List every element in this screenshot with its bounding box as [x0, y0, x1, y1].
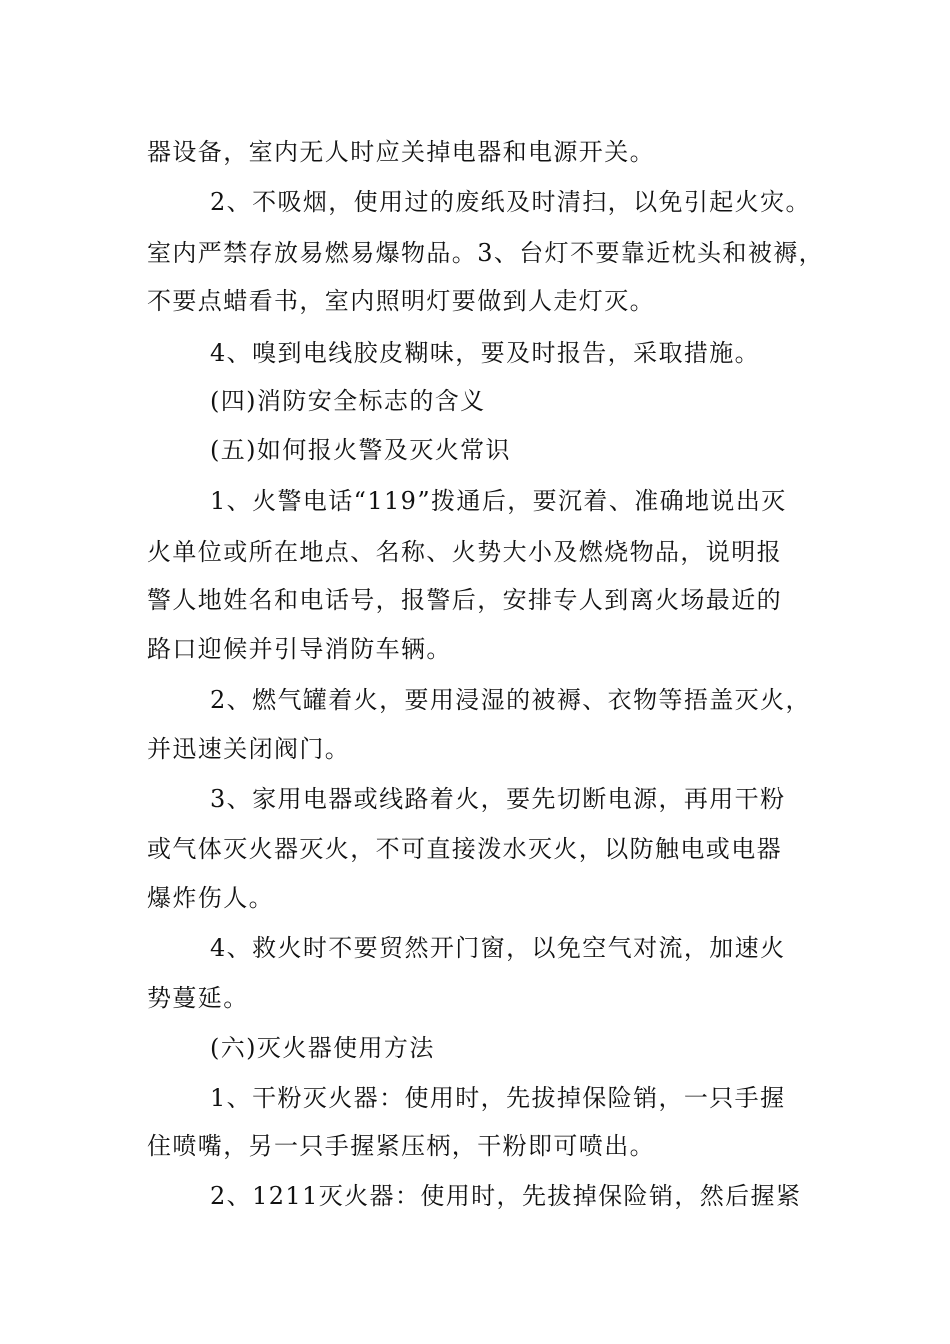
text-line: 1、火警电话“119”拨通后，要沉着、准确地说出灭 [210, 487, 787, 515]
text-line: 4、救火时不要贸然开门窗，以免空气对流，加速火 [210, 934, 786, 962]
text-line: 爆炸伤人。 [147, 884, 274, 912]
text-line: 住喷嘴，另一只手握紧压柄，干粉即可喷出。 [147, 1132, 655, 1160]
text-line: 2、1211灭火器：使用时，先拔掉保险销，然后握紧 [210, 1182, 802, 1210]
text-line: 或气体灭火器灭火，不可直接泼水灭火，以防触电或电器 [147, 835, 782, 863]
text-line: 路口迎候并引导消防车辆。 [147, 635, 452, 663]
text-line: 3、家用电器或线路着火，要先切断电源，再用干粉 [210, 785, 786, 813]
text-line: 器设备，室内无人时应关掉电器和电源开关。 [147, 138, 655, 166]
text-line: 室内严禁存放易燃易爆物品。3、台灯不要靠近枕头和被褥， [147, 239, 825, 267]
section-heading: (五)如何报火警及灭火常识 [210, 436, 511, 464]
text-line: 2、不吸烟，使用过的废纸及时清扫，以免引起火灾。 [210, 188, 811, 216]
text-line: 1、干粉灭火器：使用时，先拔掉保险销，一只手握 [210, 1084, 786, 1112]
text-line: 不要点蜡看书，室内照明灯要做到人走灯灭。 [147, 287, 655, 315]
text-line: 警人地姓名和电话号，报警后，安排专人到离火场最近的 [147, 586, 782, 614]
section-heading: (六)灭火器使用方法 [210, 1034, 435, 1062]
text-line: 4、嗅到电线胶皮糊味，要及时报告，采取措施。 [210, 339, 761, 367]
text-line: 火单位或所在地点、名称、火势大小及燃烧物品，说明报 [147, 538, 782, 566]
text-line: 势蔓延。 [147, 984, 249, 1012]
section-heading: (四)消防安全标志的含义 [210, 387, 486, 415]
text-line: 2、燃气罐着火，要用浸湿的被褥、衣物等捂盖灭火， [210, 686, 811, 714]
text-line: 并迅速关闭阀门。 [147, 735, 351, 763]
